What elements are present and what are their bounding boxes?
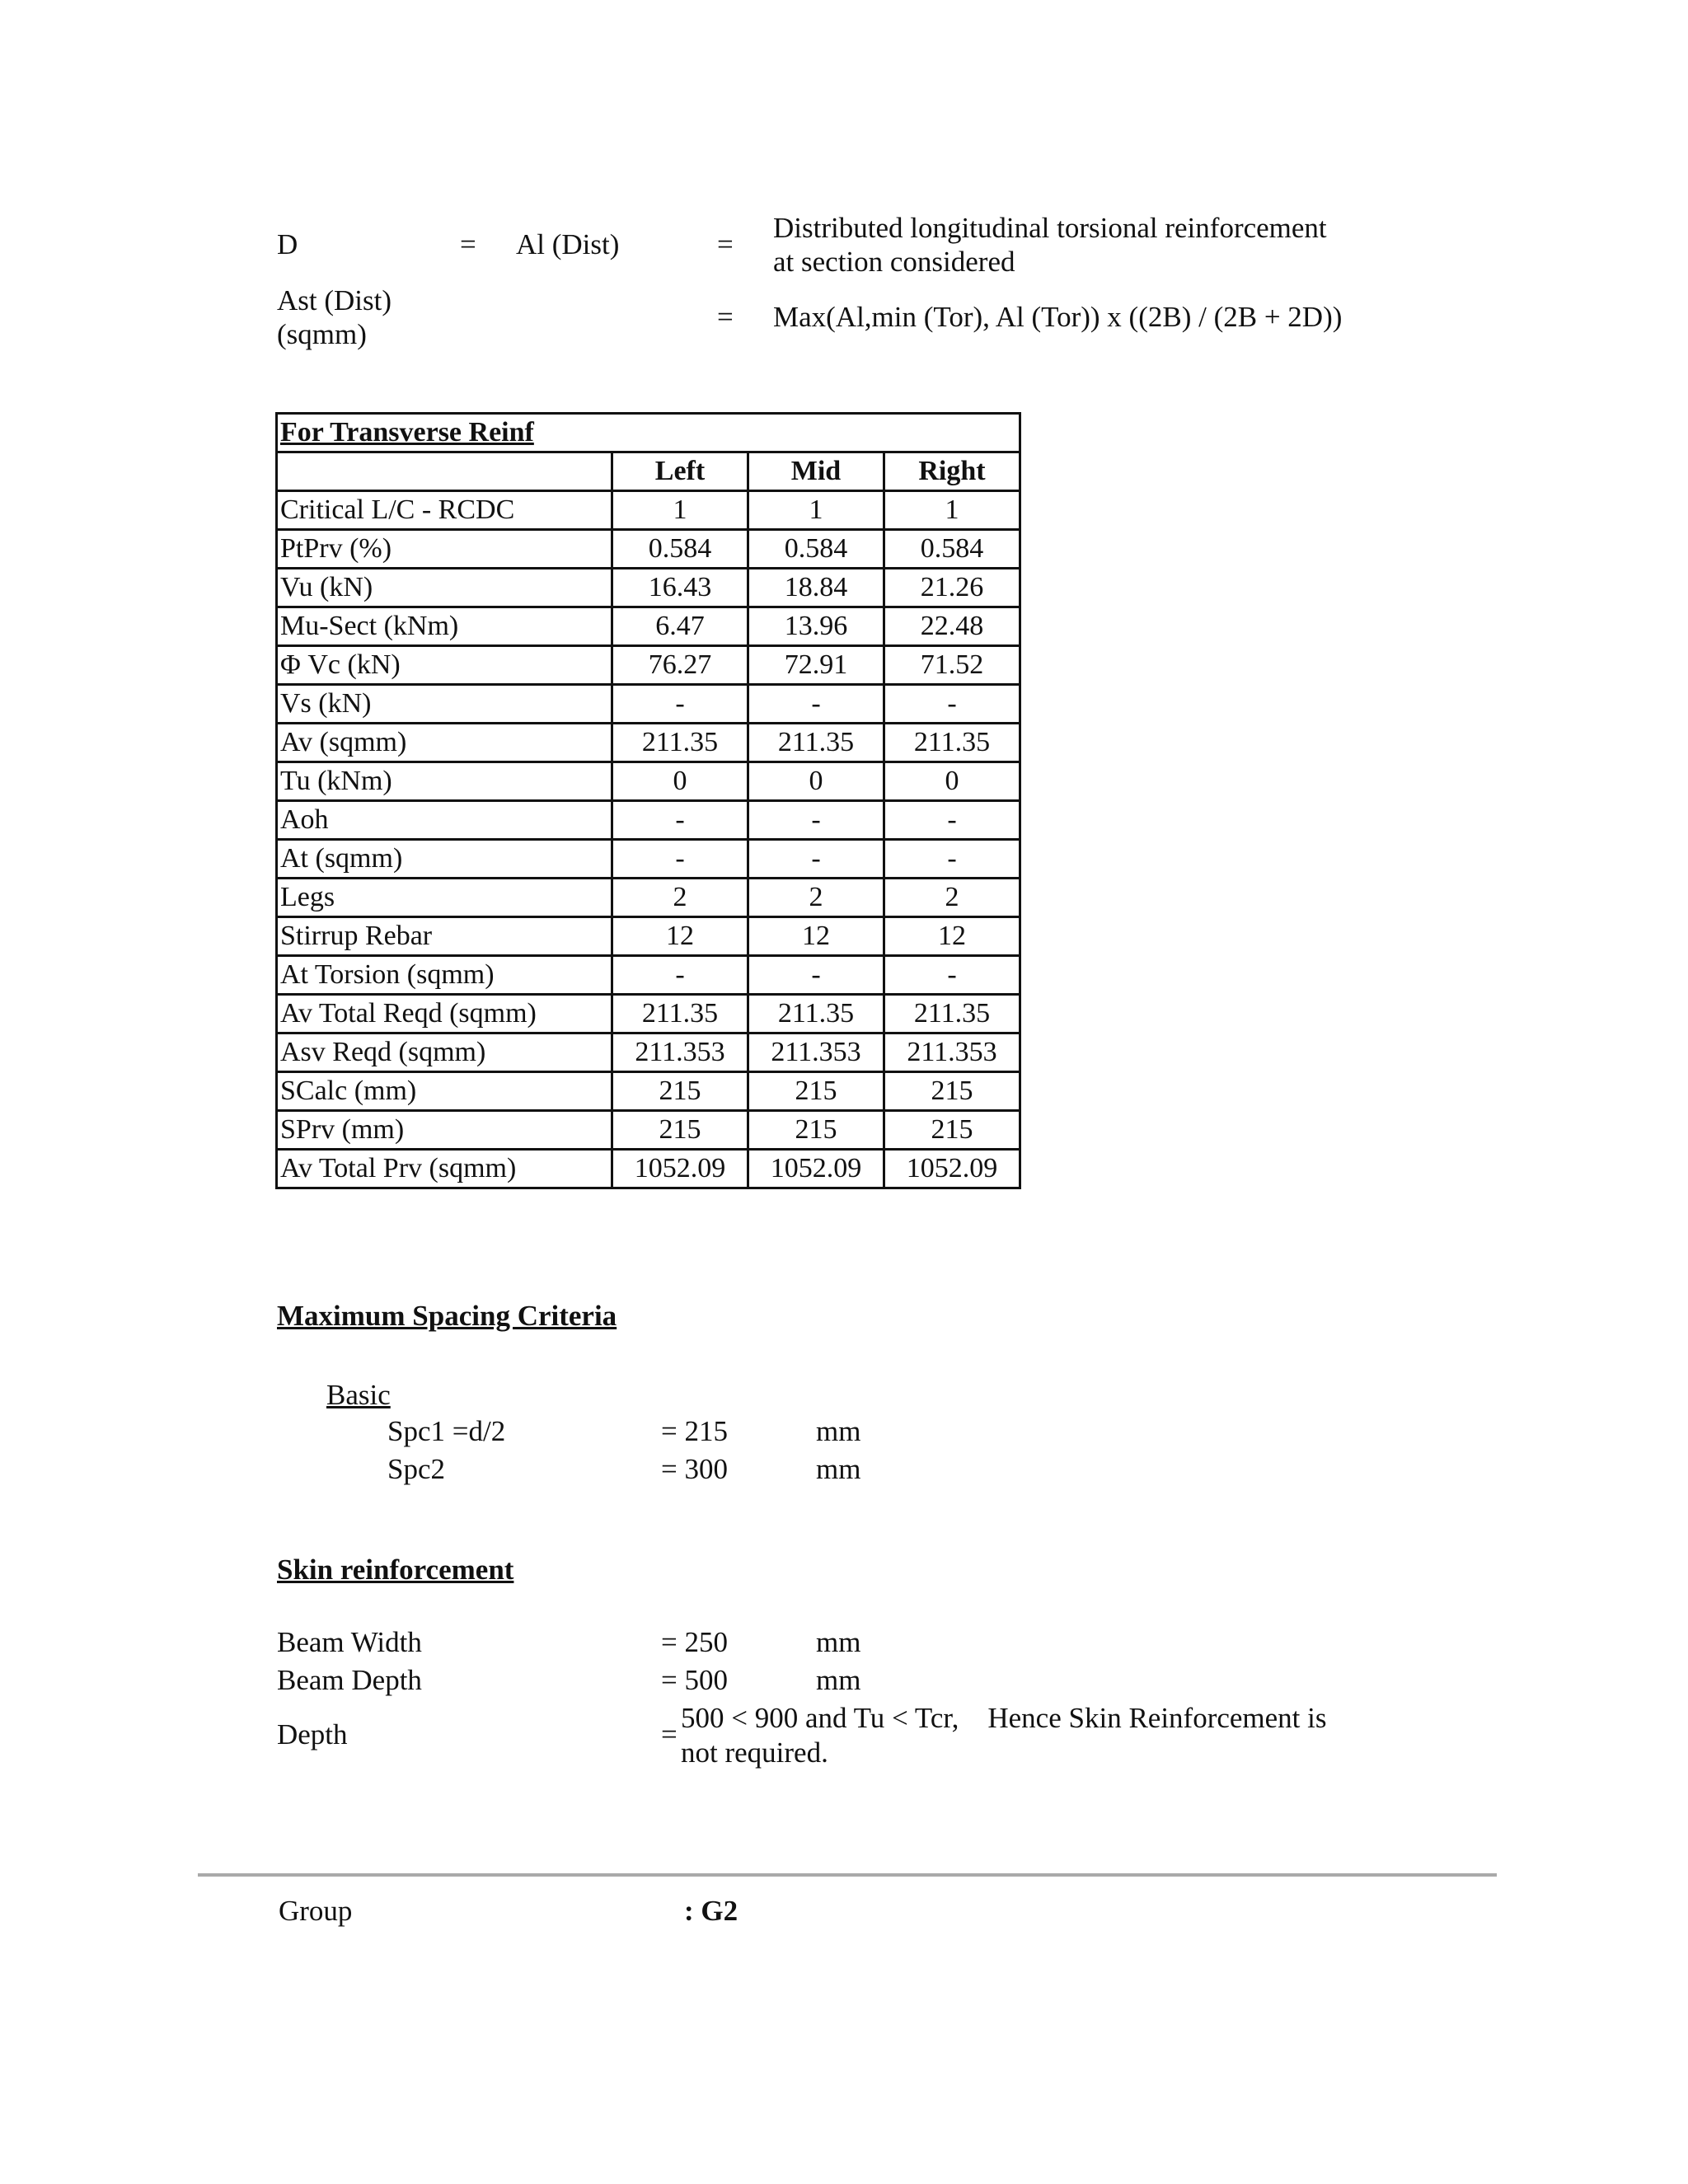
cell-left: 16.43	[612, 569, 748, 607]
formula-d-label: D	[277, 228, 298, 260]
table-row	[277, 995, 1020, 1033]
formula-symbol: Al (Dist)	[516, 228, 620, 260]
row-label: Stirrup Rebar	[277, 917, 612, 956]
row-label: Av Total Prv (sqmm)	[277, 1150, 612, 1188]
cell-mid: 215	[748, 1111, 884, 1150]
cell-right: 12	[884, 917, 1020, 956]
cell-left: 215	[612, 1072, 748, 1111]
table-header-blank	[277, 452, 612, 491]
cell-mid: 2	[748, 879, 884, 917]
cell-left: 12	[612, 917, 748, 956]
row-label: Asv Reqd (sqmm)	[277, 1033, 612, 1072]
cell-left: 211.35	[612, 995, 748, 1033]
cell-right: -	[884, 685, 1020, 724]
transverse-reinf-table	[275, 412, 1021, 1189]
cell-right: 0.584	[884, 530, 1020, 569]
cell-left: 215	[612, 1111, 748, 1150]
cell-mid: -	[748, 956, 884, 995]
table-row	[277, 607, 1020, 646]
table-row	[277, 724, 1020, 762]
cell-left: 2	[612, 879, 748, 917]
cell-left: -	[612, 685, 748, 724]
cell-left: 0.584	[612, 530, 748, 569]
max-spacing-heading: Maximum Spacing Criteria	[277, 1300, 617, 1332]
cell-left: 1	[612, 491, 748, 530]
formula-description: Distributed longitudinal torsional reinforcement	[773, 212, 1327, 244]
cell-left: 0	[612, 762, 748, 801]
spc2-value: = 300	[661, 1453, 728, 1485]
table-row	[277, 530, 1020, 569]
row-label: Tu (kNm)	[277, 762, 612, 801]
spc1-unit: mm	[816, 1415, 861, 1447]
spc1-label: Spc1 =d/2	[387, 1415, 506, 1447]
table-row	[277, 685, 1020, 724]
cell-right: -	[884, 840, 1020, 879]
spc1-value: = 215	[661, 1415, 728, 1447]
cell-mid: 18.84	[748, 569, 884, 607]
spc2-label: Spc2	[387, 1453, 445, 1485]
row-label: Vu (kN)	[277, 569, 612, 607]
footer-group-label: Group	[279, 1895, 353, 1927]
cell-left: 211.35	[612, 724, 748, 762]
cell-left: 76.27	[612, 646, 748, 685]
cell-mid: 211.35	[748, 724, 884, 762]
depth-check-result: 500 < 900 and Tu < Tcr, Hence Skin Reinforcement is	[681, 1702, 1327, 1734]
column-header-right: Right	[884, 452, 1020, 491]
cell-mid: -	[748, 840, 884, 879]
skin-reinf-heading: Skin reinforcement	[277, 1554, 514, 1586]
cell-mid: 72.91	[748, 646, 884, 685]
cell-mid: 211.353	[748, 1033, 884, 1072]
beam-depth-unit: mm	[816, 1664, 861, 1696]
cell-right: 215	[884, 1072, 1020, 1111]
table-row	[277, 1111, 1020, 1150]
cell-right: -	[884, 956, 1020, 995]
spc2-unit: mm	[816, 1453, 861, 1485]
cell-right: 22.48	[884, 607, 1020, 646]
row-label: SCalc (mm)	[277, 1072, 612, 1111]
table-caption-row	[277, 414, 1020, 452]
table-row	[277, 1072, 1020, 1111]
cell-left: 211.353	[612, 1033, 748, 1072]
footer-group-value: : G2	[684, 1895, 738, 1927]
table-row	[277, 917, 1020, 956]
cell-left: -	[612, 956, 748, 995]
row-label: At (sqmm)	[277, 840, 612, 879]
table-caption: For Transverse Reinf	[277, 414, 1020, 452]
cell-right: 1	[884, 491, 1020, 530]
cell-mid: 0.584	[748, 530, 884, 569]
row-label: SPrv (mm)	[277, 1111, 612, 1150]
table-row	[277, 956, 1020, 995]
cell-right: 211.35	[884, 995, 1020, 1033]
row-label: Av (sqmm)	[277, 724, 612, 762]
cell-right: 1052.09	[884, 1150, 1020, 1188]
cell-mid: -	[748, 801, 884, 840]
cell-left: 6.47	[612, 607, 748, 646]
cell-mid: 12	[748, 917, 884, 956]
cell-left: -	[612, 801, 748, 840]
beam-width-label: Beam Width	[277, 1626, 422, 1658]
table-row	[277, 646, 1020, 685]
row-label: PtPrv (%)	[277, 530, 612, 569]
row-label: At Torsion (sqmm)	[277, 956, 612, 995]
table-row	[277, 801, 1020, 840]
row-label: Legs	[277, 879, 612, 917]
cell-right: 21.26	[884, 569, 1020, 607]
cell-mid: 0	[748, 762, 884, 801]
cell-right: 211.35	[884, 724, 1020, 762]
row-label: Av Total Reqd (sqmm)	[277, 995, 612, 1033]
cell-mid: 215	[748, 1072, 884, 1111]
beam-width-value: = 250	[661, 1626, 728, 1658]
formula-ast-label: Ast (Dist)	[277, 284, 392, 316]
formula-ast-unit: (sqmm)	[277, 318, 367, 350]
depth-check-result: not required.	[681, 1736, 828, 1769]
row-label: Critical L/C - RCDC	[277, 491, 612, 530]
beam-width-unit: mm	[816, 1626, 861, 1658]
formula-description: at section considered	[773, 246, 1015, 278]
depth-check-equals: =	[661, 1718, 678, 1750]
column-header-mid: Mid	[748, 452, 884, 491]
table-row	[277, 840, 1020, 879]
beam-depth-label: Beam Depth	[277, 1664, 422, 1696]
table-row	[277, 762, 1020, 801]
row-label: Vs (kN)	[277, 685, 612, 724]
column-header-left: Left	[612, 452, 748, 491]
cell-mid: 211.35	[748, 995, 884, 1033]
table-row	[277, 1033, 1020, 1072]
cell-right: 71.52	[884, 646, 1020, 685]
cell-mid: 1052.09	[748, 1150, 884, 1188]
table-row	[277, 569, 1020, 607]
row-label: Aoh	[277, 801, 612, 840]
cell-right: 0	[884, 762, 1020, 801]
table-row	[277, 491, 1020, 530]
cell-mid: 13.96	[748, 607, 884, 646]
basic-subheading: Basic	[326, 1379, 391, 1411]
cell-left: -	[612, 840, 748, 879]
cell-right: 2	[884, 879, 1020, 917]
cell-right: 215	[884, 1111, 1020, 1150]
cell-right: 211.353	[884, 1033, 1020, 1072]
cell-mid: -	[748, 685, 884, 724]
formula-equals: =	[717, 228, 734, 260]
cell-left: 1052.09	[612, 1150, 748, 1188]
beam-depth-value: = 500	[661, 1664, 728, 1696]
formula-equals: =	[717, 301, 734, 333]
table-header-row	[277, 452, 1020, 491]
table-row	[277, 879, 1020, 917]
row-label: Φ Vc (kN)	[277, 646, 612, 685]
depth-check-label: Depth	[277, 1718, 348, 1750]
cell-right: -	[884, 801, 1020, 840]
footer-divider	[198, 1873, 1497, 1877]
table-row	[277, 1150, 1020, 1188]
row-label: Mu-Sect (kNm)	[277, 607, 612, 646]
formula-expression: Max(Al,min (Tor), Al (Tor)) x ((2B) / (2B + 2D))	[773, 301, 1343, 333]
formula-equals: =	[460, 228, 476, 260]
cell-mid: 1	[748, 491, 884, 530]
